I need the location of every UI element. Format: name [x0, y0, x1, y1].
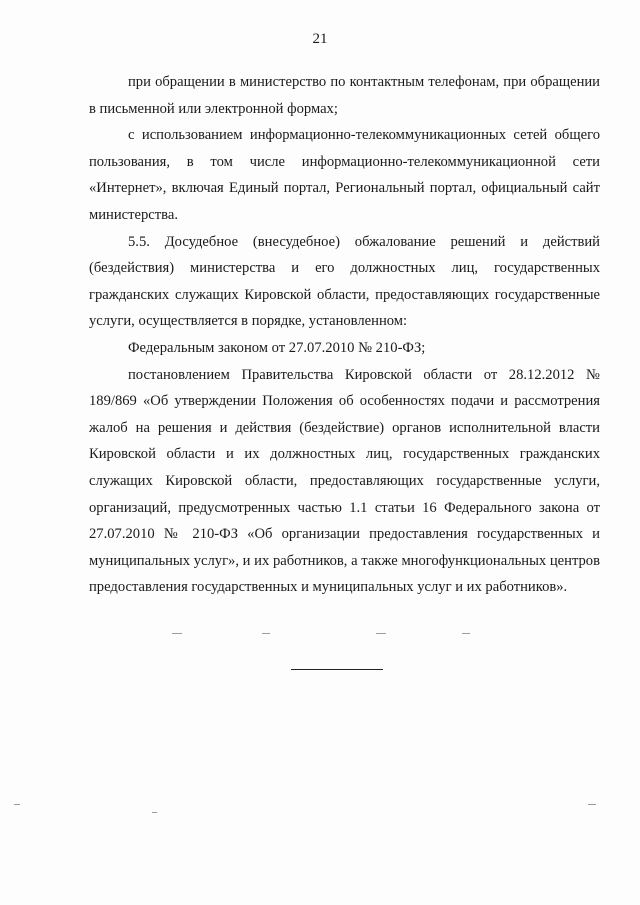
paragraph-internet-networks: с использованием информационно-телекоммуникационных сетей общего пользования, в том числе информационно-телекоммуникационной сети «Интернет», включая Единый портал, Региональный портал, официальный сайт министерства. — [89, 127, 600, 223]
paragraph-contact-phone: при обращении в министерство по контактным телефонам, при обращении в письменной или электронной формах; — [89, 74, 600, 117]
scan-speck — [376, 633, 386, 634]
scan-speck — [588, 804, 596, 805]
end-of-text-separator — [291, 669, 383, 670]
scan-speck — [152, 812, 157, 813]
scan-speck — [172, 633, 182, 634]
paragraph-5-5-appeal: 5.5. Досудебное (внесудебное) обжалование решений и действий (бездействия) министерства и его должностных лиц, государственных гражданских служащих Кировской области, предоставляющих государственные услуги, осуществляется в порядке, установленном: — [89, 233, 600, 330]
scan-speck — [14, 804, 20, 805]
page-number: 21 — [312, 31, 328, 47]
paragraph-federal-law: Федеральным законом от 27.07.2010 № 210-ФЗ; — [128, 339, 426, 356]
scan-speck — [462, 633, 470, 634]
document-body — [89, 69, 600, 601]
scan-speck — [262, 633, 270, 634]
paragraph-government-resolution: постановлением Правительства Кировской области от 28.12.2012 № 189/869 «Об утверждении Положения об особенностях подачи и рассмотрения жалоб на решения и действия (бездействие) органов исполнительной власти Кировской области и их должностных лиц, государственных гражданских служащих Кировской области, предоставляющих государственные услуги, организаций, предусмотренных частью 1.1 статьи 16 Федерального закона от 27.07.2010 № 210-ФЗ «Об организации предоставления государственных и муниципальных услуг», и их работников, а также многофункциональных центров предоставления государственных и муниципальных услуг и их работников». — [89, 366, 600, 596]
